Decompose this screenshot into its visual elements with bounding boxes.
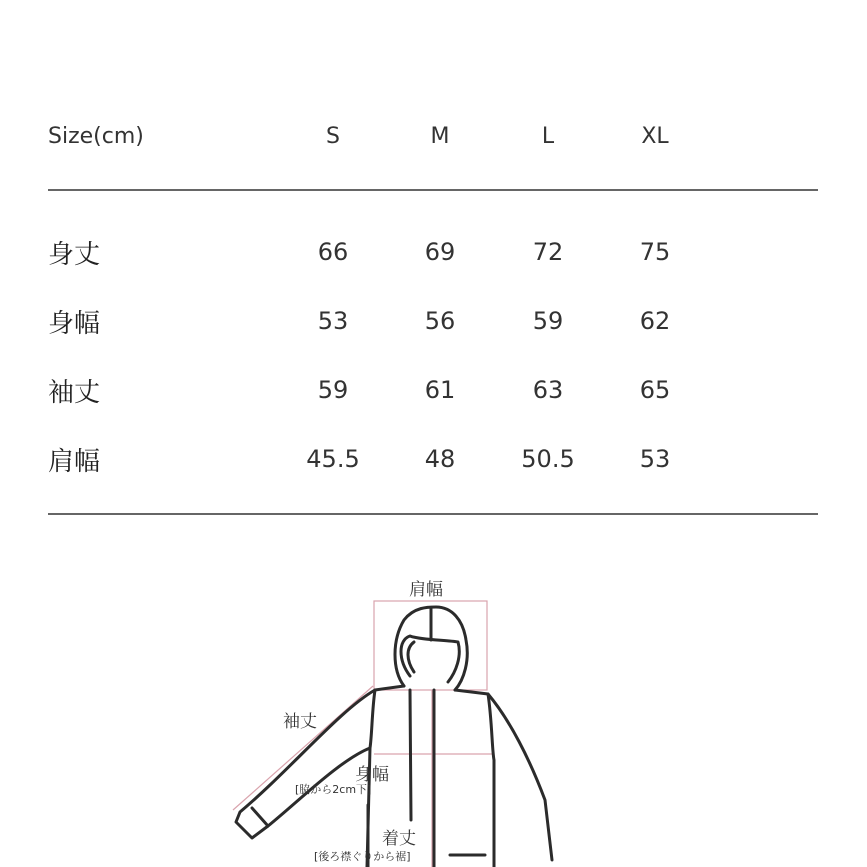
table-cell: 63 [532,376,564,404]
row-label-sleeve-length: 袖丈 [48,378,101,408]
table-cell: 72 [532,238,564,266]
row-label-body-width: 身幅 [48,309,101,339]
hoodie-diagram [0,560,867,867]
table-cell: 53 [317,307,349,335]
table-cell: 66 [317,238,349,266]
table-cell: 75 [639,238,671,266]
size-header-label: Size(cm) [48,124,144,149]
column-header-m: M [430,124,450,149]
table-cell: 50.5 [521,445,575,473]
column-header-l: L [541,124,555,149]
table-bottom-divider [48,513,818,515]
table-cell: 69 [424,238,456,266]
header-divider [48,189,818,191]
body-width-note: [脇から2cm下] [295,783,372,796]
sleeve-length-label: 袖丈 [283,712,317,732]
column-header-xl: XL [641,124,669,149]
row-label-body-length: 身丈 [48,240,101,270]
table-cell: 45.5 [306,445,360,473]
table-cell: 62 [639,307,671,335]
table-cell: 61 [424,376,456,404]
table-cell: 48 [424,445,456,473]
table-cell: 59 [317,376,349,404]
table-cell: 56 [424,307,456,335]
table-cell: 53 [639,445,671,473]
total-length-note: [後ろ襟ぐりから裾] [314,850,411,863]
body-width-label: 身幅 [355,765,389,785]
hoodie-illustration [0,560,867,867]
column-header-s: S [326,124,340,149]
total-length-label: 着丈 [382,829,416,849]
table-cell: 59 [532,307,564,335]
row-label-shoulder-width: 肩幅 [48,447,101,477]
table-cell: 65 [639,376,671,404]
shoulder-width-label: 肩幅 [409,580,443,600]
